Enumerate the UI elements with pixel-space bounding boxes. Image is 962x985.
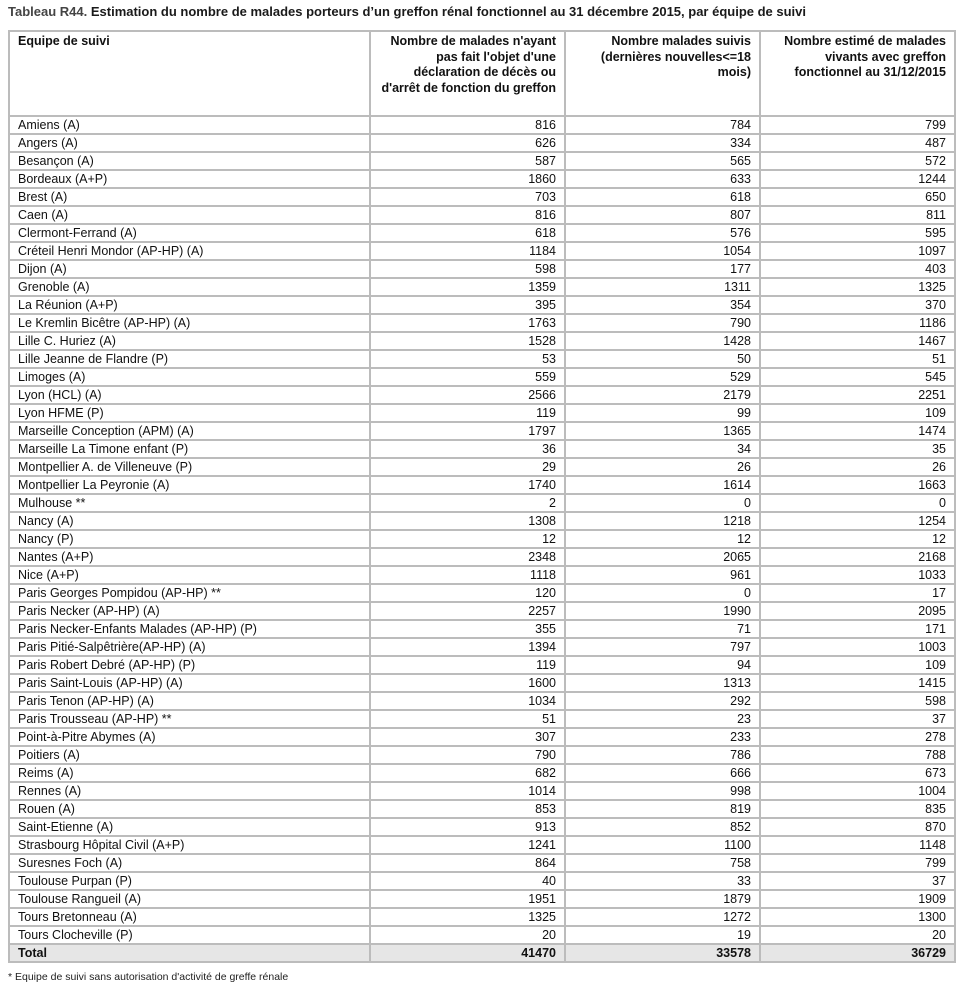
table-row [9, 440, 955, 458]
table-row [9, 458, 955, 476]
cell-suivis: 292 [565, 692, 760, 710]
cell-non-declares: 682 [370, 764, 565, 782]
cell-estimes: 545 [760, 368, 955, 386]
table-row [9, 422, 955, 440]
cell-non-declares: 2257 [370, 602, 565, 620]
cell-suivis: 2179 [565, 386, 760, 404]
cell-suivis: 529 [565, 368, 760, 386]
cell-non-declares: 853 [370, 800, 565, 818]
cell-equipe: Brest (A) [9, 188, 370, 206]
cell-estimes: 835 [760, 800, 955, 818]
cell-estimes: 370 [760, 296, 955, 314]
table-row [9, 368, 955, 386]
cell-equipe: Lille Jeanne de Flandre (P) [9, 350, 370, 368]
cell-estimes: 1186 [760, 314, 955, 332]
cell-estimes: 109 [760, 656, 955, 674]
table-body [9, 116, 955, 944]
total-row [9, 944, 955, 962]
cell-suivis: 797 [565, 638, 760, 656]
cell-suivis: 0 [565, 494, 760, 512]
cell-suivis: 94 [565, 656, 760, 674]
cell-equipe: Poitiers (A) [9, 746, 370, 764]
cell-suivis: 1272 [565, 908, 760, 926]
cell-estimes: 1467 [760, 332, 955, 350]
table-row [9, 818, 955, 836]
column-header-non-declares: Nombre de malades n'ayant pas fait l'objet d'une déclaration de décès ou d'arrêt de fonction du greffon [370, 31, 565, 116]
cell-non-declares: 1528 [370, 332, 565, 350]
cell-suivis: 334 [565, 134, 760, 152]
cell-equipe: Paris Trousseau (AP-HP) ** [9, 710, 370, 728]
table-row [9, 476, 955, 494]
cell-equipe: Toulouse Rangueil (A) [9, 890, 370, 908]
cell-equipe: Bordeaux (A+P) [9, 170, 370, 188]
cell-estimes: 1003 [760, 638, 955, 656]
cell-non-declares: 618 [370, 224, 565, 242]
table-row [9, 170, 955, 188]
cell-equipe: Clermont-Ferrand (A) [9, 224, 370, 242]
cell-equipe: Rennes (A) [9, 782, 370, 800]
cell-estimes: 51 [760, 350, 955, 368]
cell-non-declares: 790 [370, 746, 565, 764]
cell-non-declares: 816 [370, 116, 565, 134]
cell-non-declares: 119 [370, 656, 565, 674]
cell-estimes: 673 [760, 764, 955, 782]
cell-non-declares: 1394 [370, 638, 565, 656]
cell-non-declares: 1325 [370, 908, 565, 926]
cell-estimes: 2251 [760, 386, 955, 404]
cell-estimes: 1254 [760, 512, 955, 530]
cell-non-declares: 2 [370, 494, 565, 512]
cell-equipe: Montpellier La Peyronie (A) [9, 476, 370, 494]
cell-non-declares: 53 [370, 350, 565, 368]
cell-estimes: 811 [760, 206, 955, 224]
cell-non-declares: 1860 [370, 170, 565, 188]
cell-suivis: 998 [565, 782, 760, 800]
cell-equipe: Paris Necker-Enfants Malades (AP-HP) (P) [9, 620, 370, 638]
cell-suivis: 819 [565, 800, 760, 818]
cell-non-declares: 1763 [370, 314, 565, 332]
table-row [9, 566, 955, 584]
cell-non-declares: 1359 [370, 278, 565, 296]
cell-suivis: 852 [565, 818, 760, 836]
cell-equipe: Paris Georges Pompidou (AP-HP) ** [9, 584, 370, 602]
cell-suivis: 565 [565, 152, 760, 170]
table-row [9, 764, 955, 782]
cell-non-declares: 1014 [370, 782, 565, 800]
cell-estimes: 171 [760, 620, 955, 638]
table-row [9, 224, 955, 242]
column-header-estimes: Nombre estimé de malades vivants avec greffon fonctionnel au 31/12/2015 [760, 31, 955, 116]
cell-equipe: Montpellier A. de Villeneuve (P) [9, 458, 370, 476]
table-row [9, 386, 955, 404]
table-row [9, 656, 955, 674]
table-row [9, 890, 955, 908]
cell-non-declares: 864 [370, 854, 565, 872]
cell-equipe: Paris Tenon (AP-HP) (A) [9, 692, 370, 710]
total-non-declares: 41470 [370, 944, 565, 962]
cell-suivis: 1311 [565, 278, 760, 296]
table-row [9, 854, 955, 872]
cell-non-declares: 1034 [370, 692, 565, 710]
table-row [9, 242, 955, 260]
cell-estimes: 1474 [760, 422, 955, 440]
cell-equipe: Tours Bretonneau (A) [9, 908, 370, 926]
cell-non-declares: 1951 [370, 890, 565, 908]
cell-estimes: 595 [760, 224, 955, 242]
cell-equipe: Strasbourg Hôpital Civil (A+P) [9, 836, 370, 854]
cell-non-declares: 12 [370, 530, 565, 548]
table-row [9, 692, 955, 710]
table-row [9, 746, 955, 764]
cell-equipe: Tours Clocheville (P) [9, 926, 370, 944]
cell-equipe: Paris Robert Debré (AP-HP) (P) [9, 656, 370, 674]
cell-non-declares: 587 [370, 152, 565, 170]
cell-equipe: Besançon (A) [9, 152, 370, 170]
cell-estimes: 799 [760, 854, 955, 872]
cell-equipe: Lyon HFME (P) [9, 404, 370, 422]
cell-suivis: 784 [565, 116, 760, 134]
cell-equipe: Lyon (HCL) (A) [9, 386, 370, 404]
table-title [8, 4, 958, 20]
cell-estimes: 0 [760, 494, 955, 512]
cell-equipe: Marseille La Timone enfant (P) [9, 440, 370, 458]
cell-non-declares: 1600 [370, 674, 565, 692]
column-header-suivis: Nombre malades suivis (dernières nouvelles<=18 mois) [565, 31, 760, 116]
table-row [9, 800, 955, 818]
cell-estimes: 2168 [760, 548, 955, 566]
cell-estimes: 20 [760, 926, 955, 944]
cell-suivis: 1990 [565, 602, 760, 620]
cell-estimes: 17 [760, 584, 955, 602]
table-row [9, 584, 955, 602]
cell-estimes: 1033 [760, 566, 955, 584]
table-row [9, 116, 955, 134]
table-row [9, 836, 955, 854]
cell-estimes: 1004 [760, 782, 955, 800]
cell-estimes: 37 [760, 872, 955, 890]
table-row [9, 134, 955, 152]
cell-suivis: 1365 [565, 422, 760, 440]
table-row [9, 188, 955, 206]
cell-equipe: Grenoble (A) [9, 278, 370, 296]
cell-suivis: 1100 [565, 836, 760, 854]
table-row [9, 908, 955, 926]
cell-suivis: 26 [565, 458, 760, 476]
table-row [9, 314, 955, 332]
cell-suivis: 19 [565, 926, 760, 944]
cell-equipe: Paris Necker (AP-HP) (A) [9, 602, 370, 620]
cell-non-declares: 559 [370, 368, 565, 386]
cell-estimes: 572 [760, 152, 955, 170]
cell-estimes: 1148 [760, 836, 955, 854]
cell-estimes: 403 [760, 260, 955, 278]
cell-suivis: 961 [565, 566, 760, 584]
cell-estimes: 12 [760, 530, 955, 548]
cell-non-declares: 119 [370, 404, 565, 422]
cell-equipe: Dijon (A) [9, 260, 370, 278]
cell-suivis: 177 [565, 260, 760, 278]
table-row [9, 926, 955, 944]
cell-suivis: 618 [565, 188, 760, 206]
cell-non-declares: 40 [370, 872, 565, 890]
cell-estimes: 35 [760, 440, 955, 458]
cell-equipe: Mulhouse ** [9, 494, 370, 512]
table-row [9, 494, 955, 512]
table-row [9, 530, 955, 548]
cell-estimes: 487 [760, 134, 955, 152]
cell-suivis: 2065 [565, 548, 760, 566]
cell-suivis: 1054 [565, 242, 760, 260]
cell-equipe: Nantes (A+P) [9, 548, 370, 566]
table-row [9, 620, 955, 638]
cell-equipe: Le Kremlin Bicêtre (AP-HP) (A) [9, 314, 370, 332]
cell-estimes: 870 [760, 818, 955, 836]
cell-non-declares: 598 [370, 260, 565, 278]
table-row [9, 872, 955, 890]
cell-estimes: 1663 [760, 476, 955, 494]
cell-equipe: Nice (A+P) [9, 566, 370, 584]
cell-equipe: Marseille Conception (APM) (A) [9, 422, 370, 440]
cell-equipe: Rouen (A) [9, 800, 370, 818]
cell-non-declares: 1118 [370, 566, 565, 584]
cell-non-declares: 51 [370, 710, 565, 728]
cell-suivis: 1218 [565, 512, 760, 530]
cell-non-declares: 29 [370, 458, 565, 476]
cell-estimes: 1415 [760, 674, 955, 692]
table-row [9, 728, 955, 746]
cell-estimes: 1097 [760, 242, 955, 260]
cell-suivis: 99 [565, 404, 760, 422]
cell-non-declares: 307 [370, 728, 565, 746]
table-row [9, 278, 955, 296]
cell-equipe: Limoges (A) [9, 368, 370, 386]
cell-estimes: 109 [760, 404, 955, 422]
cell-non-declares: 2566 [370, 386, 565, 404]
cell-suivis: 758 [565, 854, 760, 872]
cell-equipe: Nancy (P) [9, 530, 370, 548]
table-row [9, 206, 955, 224]
cell-suivis: 1614 [565, 476, 760, 494]
data-table [8, 30, 956, 963]
table-row [9, 674, 955, 692]
table-row [9, 296, 955, 314]
cell-non-declares: 626 [370, 134, 565, 152]
cell-non-declares: 1184 [370, 242, 565, 260]
cell-non-declares: 2348 [370, 548, 565, 566]
cell-estimes: 1300 [760, 908, 955, 926]
table-row [9, 548, 955, 566]
cell-non-declares: 355 [370, 620, 565, 638]
table-title-text: Estimation du nombre de malades porteurs d’un greffon rénal fonctionnel au 31 décembre 2015, par équipe de suivi [87, 4, 807, 19]
table-row [9, 350, 955, 368]
cell-estimes: 2095 [760, 602, 955, 620]
cell-non-declares: 20 [370, 926, 565, 944]
cell-estimes: 799 [760, 116, 955, 134]
cell-suivis: 786 [565, 746, 760, 764]
cell-equipe: Saint-Etienne (A) [9, 818, 370, 836]
cell-equipe: Nancy (A) [9, 512, 370, 530]
cell-non-declares: 913 [370, 818, 565, 836]
cell-suivis: 233 [565, 728, 760, 746]
cell-non-declares: 36 [370, 440, 565, 458]
cell-non-declares: 395 [370, 296, 565, 314]
table-row [9, 404, 955, 422]
cell-estimes: 1909 [760, 890, 955, 908]
table-row [9, 638, 955, 656]
cell-non-declares: 120 [370, 584, 565, 602]
cell-non-declares: 1740 [370, 476, 565, 494]
header-row [9, 31, 955, 116]
cell-equipe: Suresnes Foch (A) [9, 854, 370, 872]
total-suivis: 33578 [565, 944, 760, 962]
total-estimes: 36729 [760, 944, 955, 962]
cell-suivis: 1879 [565, 890, 760, 908]
table-row [9, 260, 955, 278]
table-title-prefix: Tableau R44. [8, 4, 88, 19]
cell-equipe: Reims (A) [9, 764, 370, 782]
footnote: * Equipe de suivi sans autorisation d'activité de greffe rénale [8, 971, 289, 983]
cell-suivis: 666 [565, 764, 760, 782]
cell-suivis: 1428 [565, 332, 760, 350]
cell-non-declares: 703 [370, 188, 565, 206]
table-row [9, 512, 955, 530]
cell-non-declares: 816 [370, 206, 565, 224]
cell-estimes: 1244 [760, 170, 955, 188]
table-row [9, 332, 955, 350]
table-row [9, 782, 955, 800]
cell-suivis: 633 [565, 170, 760, 188]
cell-non-declares: 1241 [370, 836, 565, 854]
cell-equipe: Amiens (A) [9, 116, 370, 134]
cell-estimes: 788 [760, 746, 955, 764]
cell-equipe: Angers (A) [9, 134, 370, 152]
cell-equipe: Toulouse Purpan (P) [9, 872, 370, 890]
cell-equipe: Paris Pitié-Salpêtrière(AP-HP) (A) [9, 638, 370, 656]
cell-suivis: 0 [565, 584, 760, 602]
table-row [9, 152, 955, 170]
cell-estimes: 1325 [760, 278, 955, 296]
cell-suivis: 34 [565, 440, 760, 458]
cell-suivis: 12 [565, 530, 760, 548]
cell-suivis: 576 [565, 224, 760, 242]
cell-suivis: 71 [565, 620, 760, 638]
cell-non-declares: 1797 [370, 422, 565, 440]
cell-equipe: Caen (A) [9, 206, 370, 224]
cell-suivis: 807 [565, 206, 760, 224]
cell-estimes: 598 [760, 692, 955, 710]
total-label: Total [9, 944, 370, 962]
cell-suivis: 790 [565, 314, 760, 332]
cell-estimes: 278 [760, 728, 955, 746]
cell-estimes: 37 [760, 710, 955, 728]
cell-suivis: 23 [565, 710, 760, 728]
cell-equipe: Paris Saint-Louis (AP-HP) (A) [9, 674, 370, 692]
cell-equipe: Créteil Henri Mondor (AP-HP) (A) [9, 242, 370, 260]
table-row [9, 710, 955, 728]
cell-non-declares: 1308 [370, 512, 565, 530]
cell-suivis: 50 [565, 350, 760, 368]
cell-equipe: Point-à-Pitre Abymes (A) [9, 728, 370, 746]
cell-suivis: 354 [565, 296, 760, 314]
cell-equipe: Lille C. Huriez (A) [9, 332, 370, 350]
table-row [9, 602, 955, 620]
cell-suivis: 33 [565, 872, 760, 890]
column-header-equipe: Equipe de suivi [9, 31, 370, 116]
cell-equipe: La Réunion (A+P) [9, 296, 370, 314]
cell-estimes: 26 [760, 458, 955, 476]
cell-estimes: 650 [760, 188, 955, 206]
cell-suivis: 1313 [565, 674, 760, 692]
